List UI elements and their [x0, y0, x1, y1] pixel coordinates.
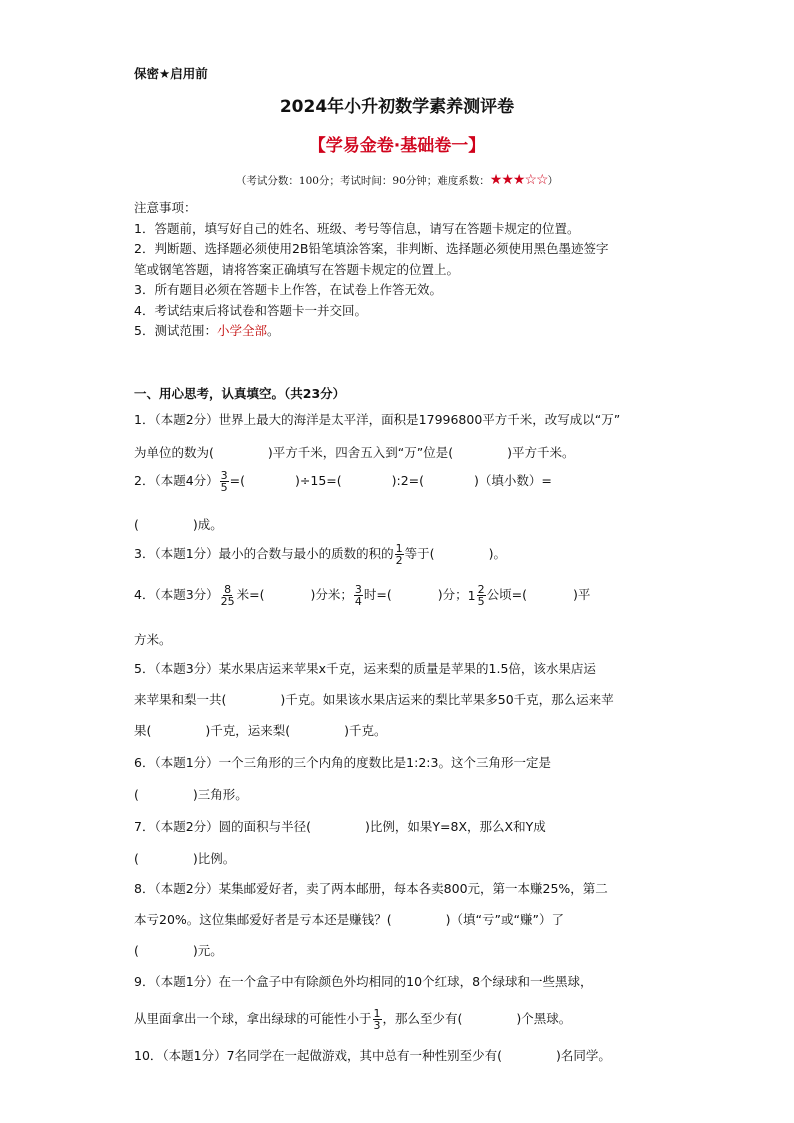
q4-text: 公顷=(: [486, 587, 527, 602]
fraction-denominator: 5: [477, 595, 485, 608]
exam-meta: [0, 172, 794, 188]
q4-text: 时=(: [363, 587, 392, 602]
fraction: [373, 1008, 382, 1031]
q7-text: )比例，如果Y=8X，那么X和Y成: [365, 819, 546, 834]
q9-text: )个黑球。: [516, 1011, 572, 1026]
notes-block: [134, 198, 674, 342]
q8-line3: [134, 941, 664, 959]
scope-value: 小学全部: [216, 323, 267, 338]
q3-line1: [134, 543, 664, 566]
difficulty-stars: [490, 172, 548, 188]
q2-text: ):2=(: [391, 473, 425, 488]
q4-text: )分；: [437, 587, 468, 602]
scope-label: 5．测试范围：: [134, 323, 217, 338]
q10-text: )名同学。: [555, 1048, 611, 1063]
q6-text: (: [134, 787, 139, 802]
q3-text: 3．（本题1分）最小的合数与最小的质数的积的: [134, 546, 394, 561]
star-empty-icon: ☆: [536, 172, 548, 188]
q2-line2: [134, 515, 664, 533]
q5-line1: 5．（本题3分）某水果店运来苹果x千克，运来梨的质量是苹果的1.5倍，该水果店运: [134, 661, 596, 676]
fraction-denominator: 2: [395, 554, 403, 567]
q8-text: (: [134, 943, 139, 958]
q2-text: (: [134, 517, 139, 532]
fraction-denominator: 3: [373, 1019, 381, 1032]
exam-subtitle: 【学易金卷·基础卷一】: [308, 136, 486, 156]
fraction-numerator: 3: [220, 469, 228, 482]
meta-prefix: （考试分数：100分；考试时间：90分钟；难度系数：: [235, 175, 490, 187]
fraction-numerator: 1: [395, 542, 403, 555]
fraction: [220, 470, 229, 493]
note-item: 1．答题前，填写好自己的姓名、班级、考号等信息，请写在答题卡规定的位置。: [134, 220, 580, 236]
q8-text: 本亏20%。这位集邮爱好者是亏本还是赚钱？(: [134, 912, 392, 927]
q8-text: )（填“亏”或“赚”）了: [445, 912, 564, 927]
mixed-number: [468, 584, 487, 607]
q8-line2: [134, 910, 664, 928]
q7-line1: [134, 817, 664, 835]
q1-text: )平方千米。: [507, 445, 575, 460]
note-scope: [134, 321, 674, 342]
q10-text: 10．（本题1分）7名同学在一起做游戏，其中总有一种性别至少有(: [134, 1048, 502, 1063]
q5-text: 来苹果和梨一共(: [134, 692, 227, 707]
q9-line2: [134, 1008, 664, 1031]
q7-line2: [134, 849, 664, 867]
q1-line1: 1．（本题2分）世界上最大的海洋是太平洋，面积是17996800平方千米，改写成以“万”: [134, 412, 621, 427]
fraction-denominator: 5: [220, 481, 228, 494]
star-filled-icon: ★: [501, 172, 513, 188]
q6-text: )三角形。: [192, 787, 248, 802]
fraction: [220, 584, 236, 607]
q8-line1: 8．（本题2分）某集邮爱好者，卖了两本邮册，每本各卖800元，第一本赚25%，第二: [134, 881, 608, 896]
fraction-numerator: 8: [224, 583, 232, 596]
q1-line2: [134, 443, 664, 461]
q8-text: )元。: [192, 943, 223, 958]
q3-text: 等于(: [404, 546, 435, 561]
q9-line1: 9．（本题1分）在一个盒子中有除颜色外均相同的10个红球，8个绿球和一些黑球，: [134, 974, 593, 989]
q1-text: )平方千米，四舍五入到“万”位是(: [267, 445, 454, 460]
q4-line2: 方米。: [134, 632, 172, 647]
q2-text: 2．（本题4分）: [134, 473, 219, 488]
exam-title: 2024年小升初数学素养测评卷: [279, 97, 515, 117]
section-title: 一、用心思考，认真填空。（共23分）: [134, 386, 346, 401]
meta-suffix: ）: [547, 175, 559, 187]
q1-text: 为单位的数为(: [134, 445, 214, 460]
q3-text: )。: [488, 546, 506, 561]
fraction: [354, 584, 363, 607]
q9-text: ，那么至少有(: [382, 1011, 463, 1026]
fraction-denominator: 25: [220, 595, 235, 608]
q7-text: (: [134, 851, 139, 866]
note-item: 2．判断题、选择题必须使用2B铅笔填涂答案，非判断、选择题必须使用黑色墨迹签字: [134, 241, 609, 256]
q5-text: )千克。如果该水果店运来的梨比苹果多50千克，那么运来苹: [280, 692, 614, 707]
q7-text: )比例。: [192, 851, 236, 866]
fraction-numerator: 3: [354, 583, 362, 596]
note-item: 4．考试结束后将试卷和答题卡一并交回。: [134, 302, 367, 318]
q4-text: 米=(: [236, 587, 265, 602]
q5-text: )千克。: [344, 723, 387, 738]
q2-line1: [134, 470, 664, 493]
q6-line2: [134, 785, 664, 803]
q4-line1: [134, 584, 664, 607]
q9-text: 从里面拿出一个球，拿出绿球的可能性小于: [134, 1011, 372, 1026]
q4-text: )分米；: [310, 587, 353, 602]
q2-text: )（填小数）=: [474, 473, 552, 488]
note-item: 3．所有题目必须在答题卡上作答，在试卷上作答无效。: [134, 282, 442, 297]
fraction-numerator: 2: [477, 583, 485, 596]
notes-heading: 注意事项：: [134, 200, 197, 215]
q7-text: 7．（本题2分）圆的面积与半径(: [134, 819, 312, 834]
q5-line3: [134, 721, 664, 739]
star-filled-icon: ★: [512, 172, 525, 188]
q6-line1: 6．（本题1分）一个三角形的三个内角的度数比是1:2:3。这个三角形一定是: [134, 755, 551, 770]
q2-text: )成。: [192, 517, 223, 532]
fraction: [395, 543, 404, 566]
q5-text: 果(: [134, 723, 152, 738]
note-item: 笔或钢笔答题，请将答案正确填写在答题卡规定的位置上。: [134, 261, 460, 277]
q4-text: )平: [572, 587, 591, 602]
q10-line1: [134, 1046, 664, 1064]
q5-text: )千克，运来梨(: [205, 723, 291, 738]
q5-line2: [134, 690, 664, 708]
star-empty-icon: ☆: [524, 172, 537, 188]
star-filled-icon: ★: [489, 172, 502, 188]
q2-text: =(: [229, 473, 246, 488]
q4-text: 4．（本题3分）: [134, 587, 219, 602]
q2-text: )÷15=(: [295, 473, 342, 488]
fraction: [477, 584, 486, 607]
fraction-denominator: 4: [354, 595, 362, 608]
fraction-numerator: 1: [373, 1007, 381, 1020]
mixed-whole: 1: [467, 588, 476, 603]
scope-end: 。: [266, 323, 280, 338]
confidential-label: 保密★启用前: [134, 66, 208, 81]
